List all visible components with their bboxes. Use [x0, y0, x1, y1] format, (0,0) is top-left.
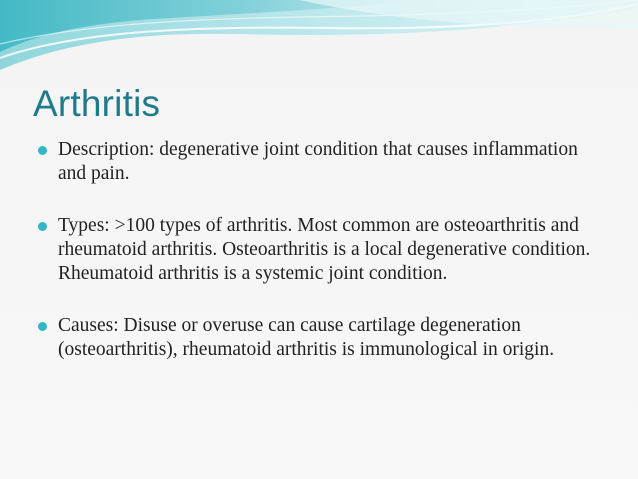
bullet-dot-icon — [38, 146, 47, 155]
bullet-causes — [38, 314, 608, 362]
bullet-text: Causes: Disuse or overuse can cause cartilage degeneration (osteoarthritis), rheumatoid arthritis is immunological in origin. — [58, 315, 555, 360]
header-wave-decoration — [0, 0, 638, 80]
bullet-list — [38, 138, 608, 390]
slide-title: Arthritis — [33, 83, 161, 124]
bullet-dot-icon — [38, 322, 47, 331]
bullet-text: Types: >100 types of arthritis. Most common are osteoarthritis and rheumatoid arthritis. Osteoarthritis is a local degenerative condition. Rheumatoid arthritis is a systemic joint condition. — [58, 215, 591, 284]
bullet-types — [38, 214, 608, 286]
bullet-description — [38, 138, 608, 186]
bullet-text: Description: degenerative joint condition that causes inflammation and pain. — [58, 139, 578, 184]
bullet-dot-icon — [38, 222, 47, 231]
